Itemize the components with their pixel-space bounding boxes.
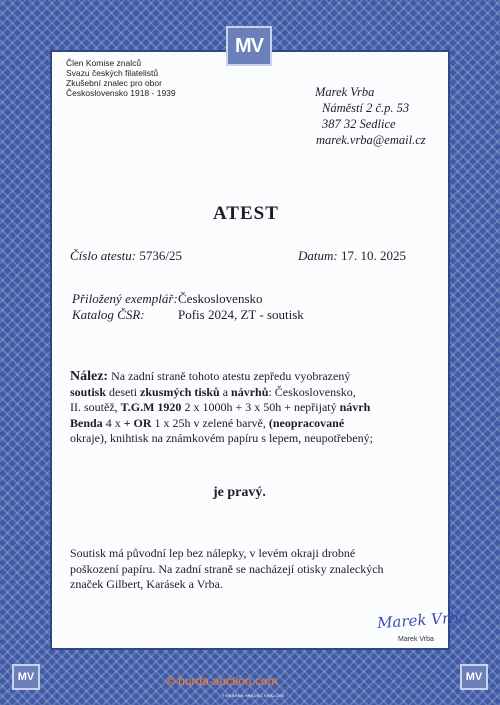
finding-bold-or: + OR [123, 415, 152, 430]
certificate-number-label: Číslo atestu: [70, 248, 137, 263]
right-header-address [315, 84, 426, 148]
bottom-left-logo-text: MV [17, 671, 35, 683]
exemplar-value: Československo [178, 291, 263, 306]
handwritten-signature: Marek Vrba [376, 607, 469, 633]
date-label: Datum: [298, 248, 338, 263]
note-paragraph [70, 546, 442, 593]
address-city: 387 32 Sedlice [322, 117, 396, 131]
finding-text: 1 x 25h v zelené barvě, [151, 415, 269, 430]
left-header [66, 58, 176, 98]
exemplar-label: Přiložený exemplář: [72, 291, 178, 306]
certificate-number-row [70, 248, 182, 264]
finding-bold-soutisk: soutisk [70, 384, 107, 399]
finding-line1: Na zadní straně tohoto atestu zepředu vyobrazený [111, 369, 351, 383]
finding-text: : Československo, [268, 384, 356, 399]
exemplar-row [72, 291, 178, 307]
finding-bold-tisky: zkusmých tisků [140, 384, 220, 399]
finding-text: deseti [106, 384, 141, 399]
printer-strip-text: TISKÁRNA HRADEC KRÁLOVÉ [222, 693, 285, 698]
catalog-label [72, 307, 145, 323]
watermark-text: © burda-auction.com [166, 674, 278, 688]
finding-bold-navrhu: návrhů [231, 384, 269, 399]
date-row [298, 248, 406, 264]
expert-logo-badge [226, 26, 272, 66]
logo-text: MV [235, 34, 263, 57]
bottom-left-logo [12, 664, 40, 690]
finding-label: Nález: [70, 369, 109, 384]
finding-paragraph [70, 369, 442, 447]
verdict: je pravý. [213, 485, 266, 500]
note-line1: Soutisk má původní lep bez nálepky, v levém okraji drobné [70, 546, 356, 560]
certificate-number: 5736/25 [139, 248, 182, 263]
bottom-right-logo [460, 664, 488, 690]
finding-line5: okraje), knihtisk na známkovém papíru s lepem, neupotřebený; [70, 431, 373, 445]
finding-bold-benda: Benda [70, 415, 103, 430]
note-line3: značek Gilbert, Karásek a Vrba. [70, 577, 223, 591]
catalog-value: Pofis 2024, ZT - soutisk [178, 307, 304, 322]
email: marek.vrba@email.cz [316, 133, 426, 147]
note-line2: poškození papíru. Na zadní straně se nacházejí otisky znaleckých [70, 561, 384, 576]
finding-bold-tgm: T.G.M 1920 [120, 400, 182, 414]
left-header-line4: Československo 1918 - 1939 [66, 88, 176, 98]
address-street: Náměstí 2 č.p. 53 [322, 101, 410, 115]
left-header-line2: Svazu českých filatelistů [66, 68, 159, 78]
left-header-line3: Zkušební znalec pro obor [66, 78, 162, 88]
finding-text: 4 x [102, 415, 124, 430]
finding-text: 2 x 1000h + 3 x 50h + nepřijatý [181, 400, 340, 414]
finding-text: a [219, 384, 232, 399]
date-value: 17. 10. 2025 [340, 248, 406, 263]
document-title: ATEST [213, 203, 279, 224]
signature-caption: Marek Vrba [398, 636, 434, 643]
finding-bold-neopracovane: (neopracované [268, 415, 345, 430]
left-header-line1: Člen Komise znalců [66, 58, 142, 68]
finding-text: II. soutěž, [70, 400, 121, 414]
expert-name: Marek Vrba [315, 85, 375, 99]
bottom-right-logo-text: MV [465, 671, 483, 683]
catalog-label-text: Katalog ČSR: [72, 307, 145, 322]
finding-bold-navrh: návrh [339, 400, 371, 414]
